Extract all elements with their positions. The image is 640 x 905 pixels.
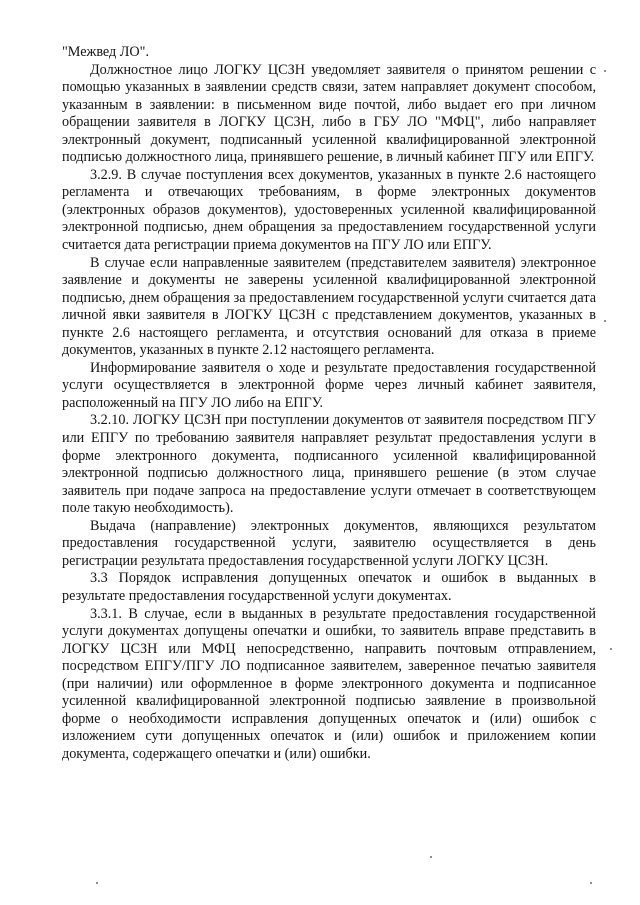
document-body	[62, 44, 596, 763]
paragraph-issuance: Выдача (направление) электронных документов, являющихся результатом предоставления государственной услуги, заявителю осуществляется в день регистрации результата предоставления государственной услуги ЛОГКУ ЦСЗН.	[62, 517, 596, 569]
scan-speck	[604, 70, 606, 72]
paragraph-notification: Должностное лицо ЛОГКУ ЦСЗН уведомляет заявителя о принятом решении с помощью указанных в заявлении средств связи, затем направляет документ способом, указанным в заявлении: в письменном виде почтой, либо выдает его при личном обращении заявителя в ЛОГКУ ЦСЗН, либо в ГБУ ЛО "МФЦ", либо направляет электронный документ, подписанный усиленной квалифицированной электронной подписью должностного лица, принявшего решение, в личный кабинет ПГУ или ЕПГУ.	[62, 61, 596, 166]
scan-speck	[590, 882, 592, 884]
scan-speck	[430, 856, 432, 858]
paragraph-3-3-1: 3.3.1. В случае, если в выданных в результате предоставления государственной услуги документах допущены опечатки и ошибки, то заявитель вправе представить в ЛОГКУ ЦСЗН или МФЦ непосредственно, направить почтовым отправлением, посредством ЕПГУ/ПГУ ЛО подписанное заявителем, заверенное печатью заявителя (при наличии) или оформленное в форме электронного документа и подписанное усиленной квалифицированной электронной подписью заявление в произвольной форме о необходимости исправления допущенных опечаток и (или) ошибок с изложением сути допущенных опечаток и (или) ошибок и приложением копии документа, содержащего опечатки и (или) ошибки.	[62, 605, 596, 762]
paragraph-3-2-10: 3.2.10. ЛОГКУ ЦСЗН при поступлении документов от заявителя посредством ПГУ или ЕПГУ по требованию заявителя направляет результат предоставления услуги в форме электронного документа, подписанного усиленной квалифицированной электронной подписью должностного лица, принявшего решение (в этом случае заявитель при подаче запроса на предоставление услуги отмечает в соответствующем поле такую необходимость).	[62, 412, 596, 517]
paragraph-continuation: "Межвед ЛО".	[62, 44, 150, 60]
paragraph-3-3-heading: 3.3 Порядок исправления допущенных опечаток и ошибок в выданных в результате предоставления государственной услуги документах.	[62, 570, 596, 604]
scan-speck	[604, 320, 606, 322]
paragraph-informing: Информирование заявителя о ходе и результате предоставления государственной услуги осуществляется в электронной форме через личный кабинет заявителя, расположенный на ПГУ ЛО либо на ЕПГУ.	[62, 359, 596, 411]
paragraph-unsigned-documents: В случае если направленные заявителем (представителем заявителя) электронное заявление и документы не заверены усиленной квалифицированной электронной подписью, днем обращения за предоставлением государственной услуги считается дата личной явки заявителя в ЛОГКУ ЦСЗН с представлением документов, указанных в пункте 2.6 настоящего регламента, и отсутствия оснований для отказа в приеме документов, указанных в пункте 2.12 настоящего регламента.	[62, 254, 596, 359]
scan-speck	[610, 648, 612, 650]
scan-speck	[96, 882, 98, 884]
paragraph-3-2-9: 3.2.9. В случае поступления всех документов, указанных в пункте 2.6 настоящего регламента и отвечающих требованиям, в форме электронных документов (электронных образов документов), удостоверенных усиленной квалифицированной электронной подписью, днем обращения за предоставлением государственной услуги считается дата регистрации приема документов на ПГУ ЛО или ЕПГУ.	[62, 166, 596, 254]
